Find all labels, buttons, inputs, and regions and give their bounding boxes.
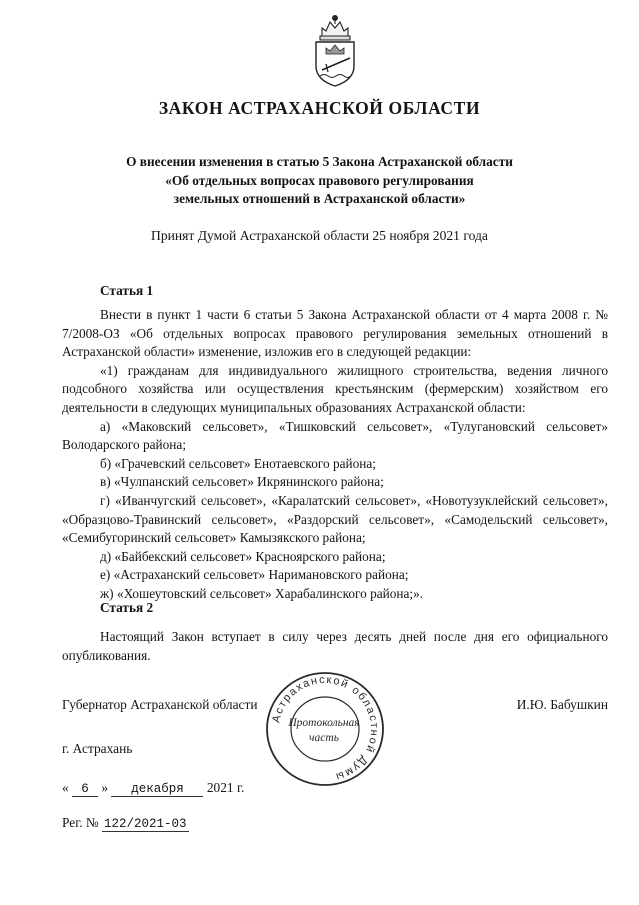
registration-number (62, 815, 189, 832)
stamp-ring-text: Астраханской областной Думы (270, 673, 381, 783)
subject-line: О внесении изменения в статью 5 Закона Астраханской области (126, 154, 513, 169)
list-item: ж) «Хошеутовский сельсовет» Харабалинского района;». (100, 585, 424, 601)
article-1-paragraph: Внести в пункт 1 части 6 статьи 5 Закона Астраханской области от 4 марта 2008 г. № 7/2008-ОЗ «Об отдельных вопросах правового регулирования земельных отношений в Астраханской области» изменение, изложив его в следующей редакции: (62, 307, 608, 360)
article-2-body (62, 628, 608, 665)
subject-line: «Об отдельных вопросах правового регулирования (165, 172, 474, 188)
signing-date (62, 780, 244, 797)
article-2-paragraph: Настоящий Закон вступает в силу через десять дней после дня его официального опубликования. (62, 629, 608, 663)
stamp-inner-text: часть (309, 732, 339, 744)
article-2-heading: Статья 2 (100, 600, 154, 615)
law-subject (0, 153, 639, 209)
subject-line: земельных отношений в Астраханской области» (173, 191, 466, 206)
signatory-name: И.Ю. Бабушкин (516, 697, 608, 712)
date-close-quote: » (101, 780, 109, 795)
date-year: 2021 г. (206, 780, 245, 795)
reg-number: 122/2021-03 (104, 817, 187, 831)
list-item: в) «Чулпанский сельсовет» Икрянинского района; (100, 474, 384, 490)
article-1-paragraph: «1) гражданам для индивидуального жилищного строительства, ведения личного подсобного хозяйства или осуществления крестьянским (фермерским) хозяйством его деятельности в следующих муниципальных образованиях Астраханской области: (62, 362, 608, 415)
coat-of-arms-icon (304, 10, 366, 88)
reg-prefix: Рег. № (62, 815, 99, 830)
date-month: декабря (111, 782, 203, 797)
date-day: 6 (72, 782, 98, 797)
city: г. Астрахань (62, 741, 133, 756)
adoption-line: Принят Думой Астраханской области 25 ноября 2021 года (151, 228, 488, 243)
list-item: г) «Иванчугский сельсовет», «Каралатский сельсовет», «Новотузуклейский сельсовет», «Образцово-Травинский сельсовет», «Раздорский сельсовет», «Самодельский сельсовет», «Семибугоринский сельсовет» Камызякского района; (62, 492, 608, 546)
stamp-inner-text: Протокольная (288, 717, 360, 729)
official-stamp (260, 668, 390, 790)
list-item: е) «Астраханский сельсовет» Наримановского района; (100, 567, 409, 583)
article-1-heading: Статья 1 (100, 283, 154, 298)
law-title: ЗАКОН АСТРАХАНСКОЙ ОБЛАСТИ (158, 98, 481, 118)
signatory-position: Губернатор Астраханской области (62, 697, 258, 712)
list-item: б) «Грачевский сельсовет» Енотаевского района; (100, 455, 376, 471)
date-open-quote: « (62, 780, 69, 795)
list-item: д) «Байбекский сельсовет» Красноярского района; (100, 548, 386, 564)
article-1-body (62, 306, 608, 604)
list-item: а) «Маковский сельсовет», «Тишковский сельсовет», «Тулугановский сельсовет» Володарского района; (62, 418, 608, 453)
